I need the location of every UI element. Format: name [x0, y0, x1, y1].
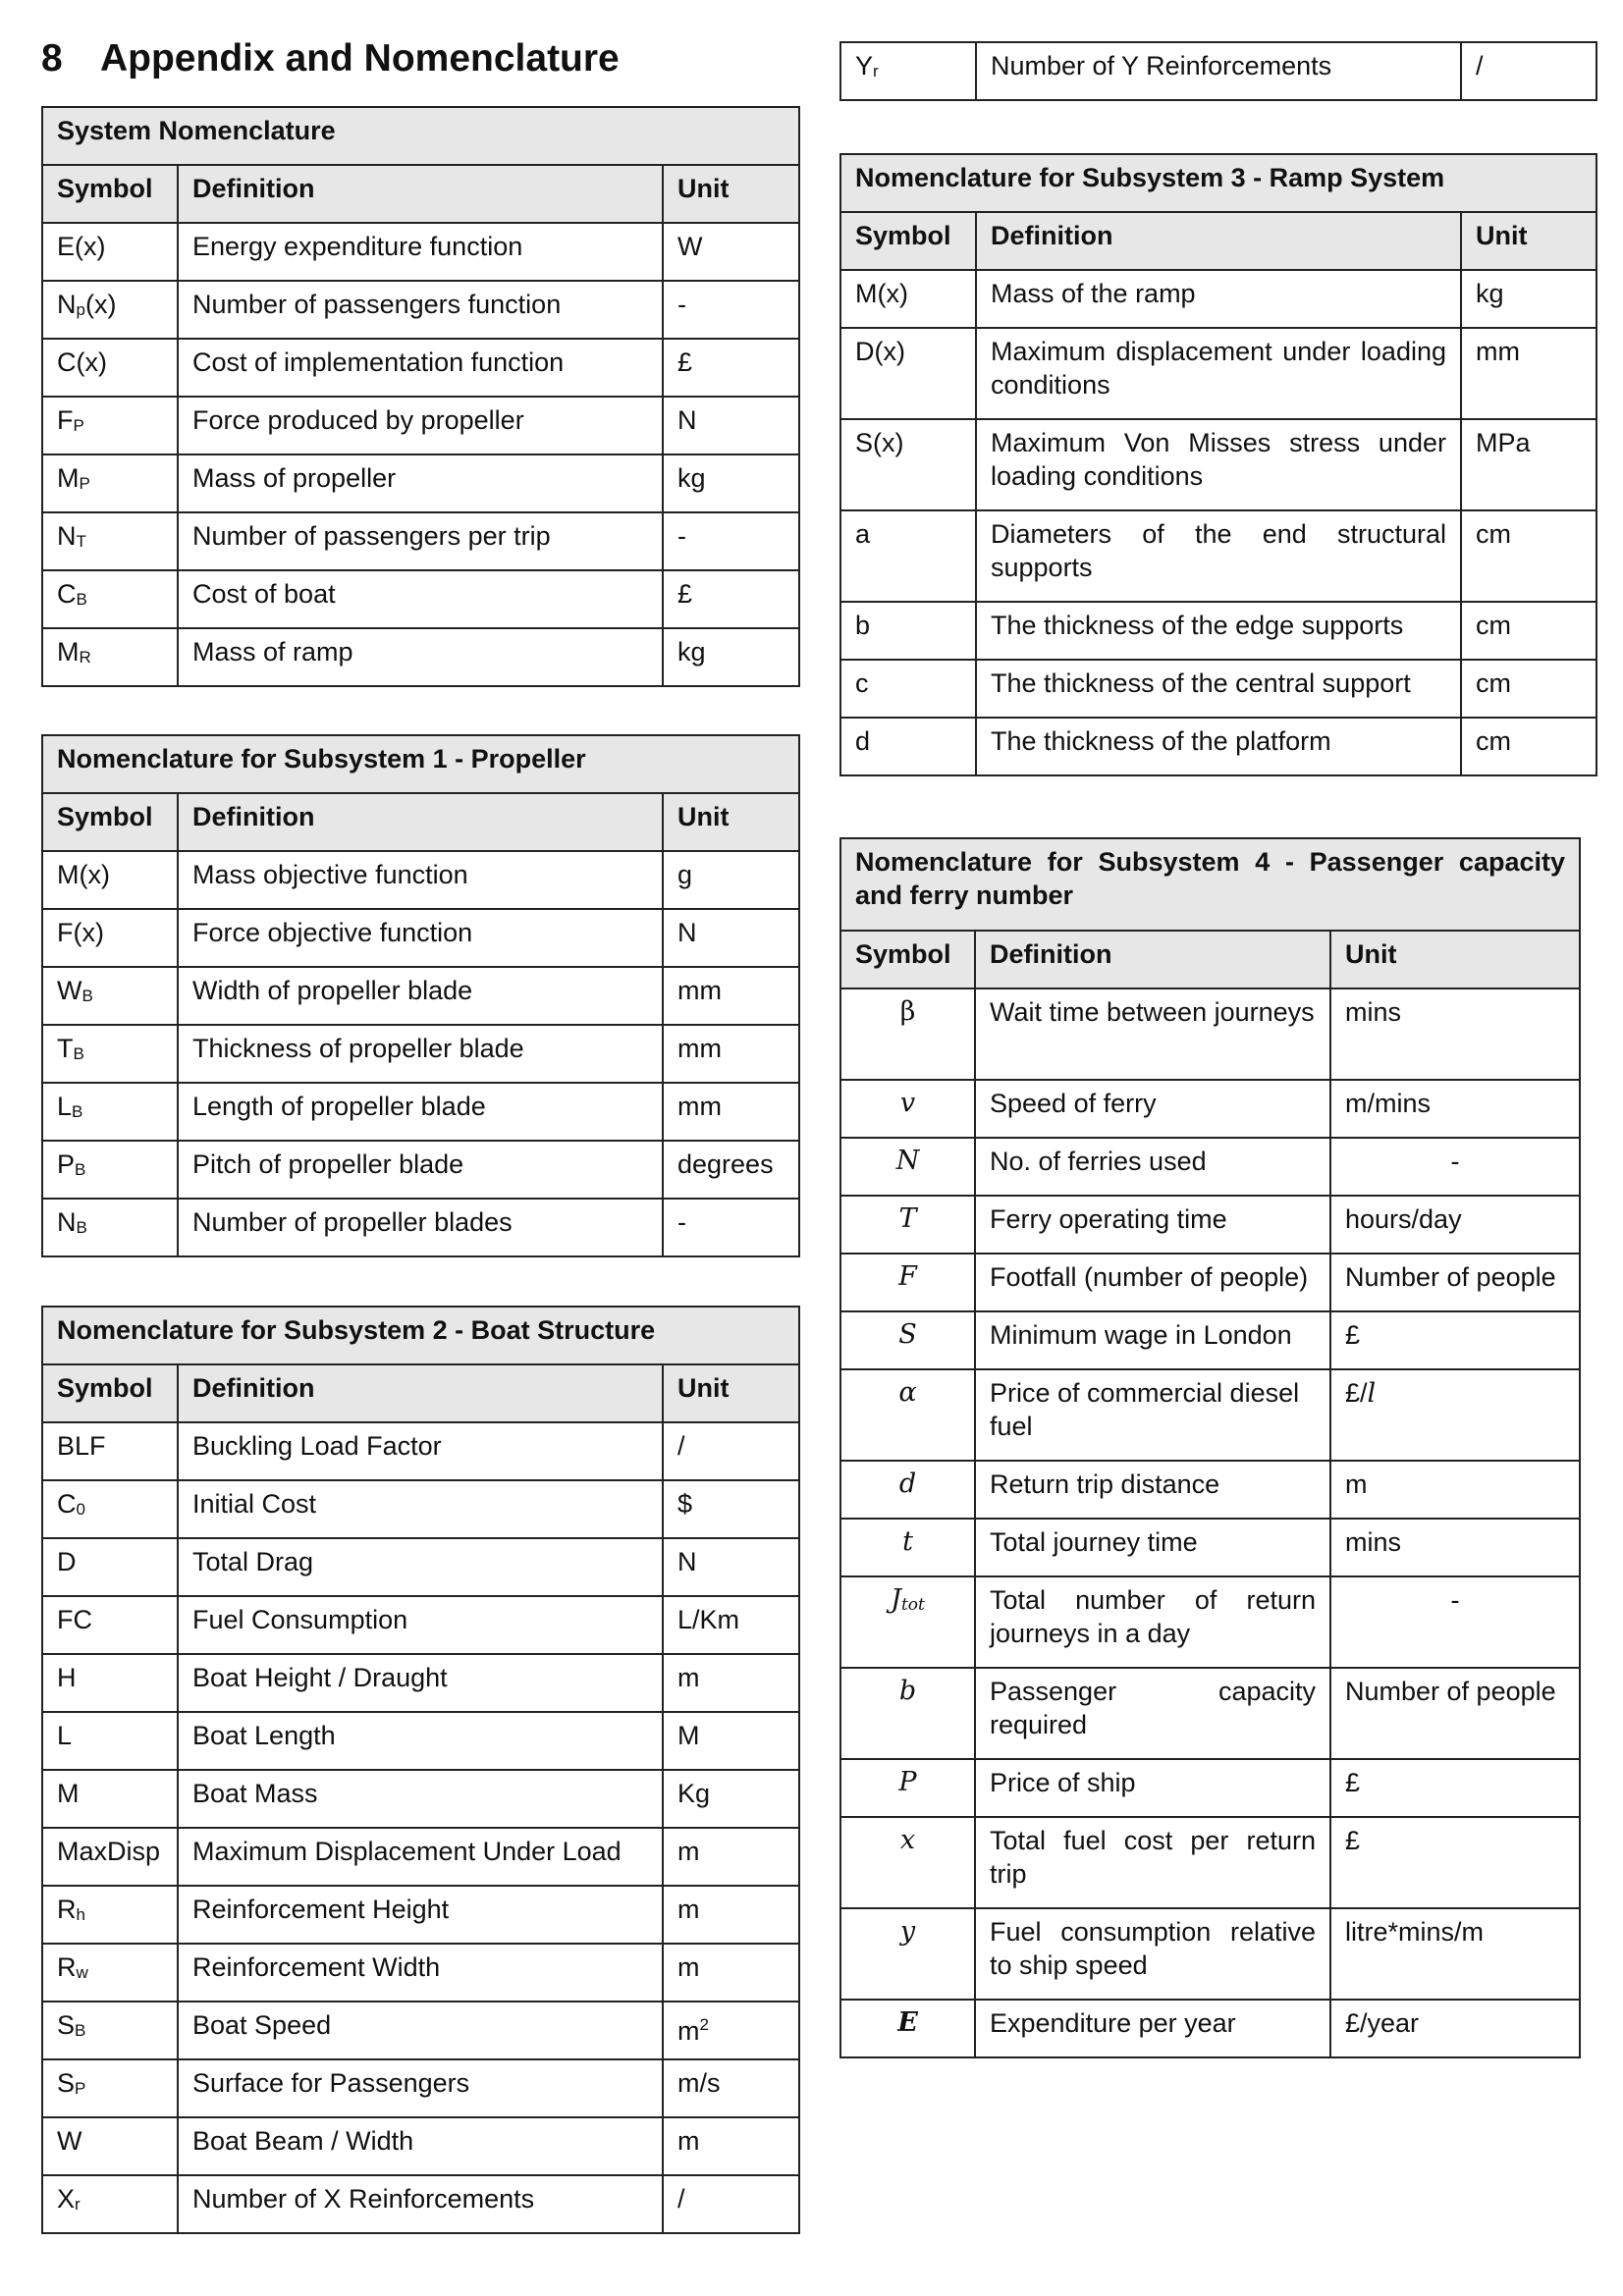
- definition-cell: Mass of the ramp: [976, 270, 1461, 328]
- table-row: [840, 1759, 1580, 1817]
- definition-cell: Maximum Von Misses stress under loading conditions: [976, 419, 1461, 510]
- section-title: Appendix and Nomenclature: [100, 37, 620, 80]
- symbol-cell: S(x): [840, 419, 976, 510]
- definition-cell: Mass of ramp: [178, 628, 663, 686]
- definition-cell: The thickness of the central support: [976, 660, 1461, 718]
- unit-cell: m: [663, 1828, 799, 1886]
- definition-cell: Number of X Reinforcements: [178, 2175, 663, 2233]
- unit-cell: Number of people: [1330, 1254, 1580, 1311]
- definition-cell: Mass of propeller: [178, 454, 663, 512]
- table-row: [42, 2117, 799, 2175]
- unit-cell: m/mins: [1330, 1080, 1580, 1138]
- unit-cell: Number of people: [1330, 1668, 1580, 1759]
- table-row: [42, 454, 799, 512]
- symbol-cell: $N_B$: [42, 1199, 178, 1256]
- table-row: [840, 1369, 1580, 1461]
- header-unit: Unit: [663, 165, 799, 223]
- symbol-cell: $W_B$: [42, 967, 178, 1025]
- table-row: [840, 1461, 1580, 1519]
- symbol-cell: T: [840, 1196, 975, 1254]
- symbol-cell: x: [840, 1817, 975, 1908]
- unit-cell: /: [663, 2175, 799, 2233]
- symbol-cell: b: [840, 602, 976, 660]
- unit-cell: mins: [1330, 1519, 1580, 1576]
- definition-cell: Number of passengers per trip: [178, 512, 663, 570]
- table-row: [42, 2059, 799, 2117]
- header-unit: Unit: [663, 1364, 799, 1422]
- symbol-cell: $Y_r$: [840, 42, 976, 100]
- definition-cell: Reinforcement Width: [178, 1944, 663, 2002]
- table-row: [42, 339, 799, 397]
- symbol-cell: H: [42, 1654, 178, 1712]
- symbol-cell: $M_P$: [42, 454, 178, 512]
- table-row: [42, 909, 799, 967]
- symbol-cell: $S_P$: [42, 2059, 178, 2117]
- unit-cell: /: [663, 1422, 799, 1480]
- unit-cell: £: [1330, 1817, 1580, 1908]
- table-row: [42, 1025, 799, 1083]
- unit-cell: degrees: [663, 1141, 799, 1199]
- table-row: [42, 1886, 799, 1944]
- table-row: [840, 1311, 1580, 1369]
- definition-cell: No. of ferries used: [975, 1138, 1330, 1196]
- definition-cell: Total fuel cost per return trip: [975, 1817, 1330, 1908]
- unit-cell: mins: [1330, 988, 1580, 1080]
- table-row: [42, 628, 799, 686]
- definition-cell: Fuel consumption relative to ship speed: [975, 1908, 1330, 2000]
- definition-cell: Width of propeller blade: [178, 967, 663, 1025]
- table-row: [42, 1944, 799, 2002]
- table-row: [42, 1538, 799, 1596]
- definition-cell: Boat Height / Draught: [178, 1654, 663, 1712]
- unit-cell: -: [1330, 1576, 1580, 1668]
- definition-cell: Speed of ferry: [975, 1080, 1330, 1138]
- table-row: [42, 967, 799, 1025]
- symbol-cell: b: [840, 1668, 975, 1759]
- definition-cell: Cost of boat: [178, 570, 663, 628]
- header-symbol: Symbol: [840, 212, 976, 270]
- symbol-cell: E(x): [42, 223, 178, 281]
- unit-cell: m: [663, 2117, 799, 2175]
- definition-cell: Energy expenditure function: [178, 223, 663, 281]
- unit-cell: MPa: [1461, 419, 1596, 510]
- unit-cell: -: [663, 281, 799, 339]
- definition-cell: Return trip distance: [975, 1461, 1330, 1519]
- definition-cell: Passenger capacity required: [975, 1668, 1330, 1759]
- table-row: [840, 1519, 1580, 1576]
- definition-cell: Boat Beam / Width: [178, 2117, 663, 2175]
- unit-cell: hours/day: [1330, 1196, 1580, 1254]
- symbol-cell: M(x): [840, 270, 976, 328]
- unit-cell: cm: [1461, 602, 1596, 660]
- unit-cell: $: [663, 1480, 799, 1538]
- table-row: [42, 1712, 799, 1770]
- table-row: [42, 1083, 799, 1141]
- definition-cell: Thickness of propeller blade: [178, 1025, 663, 1083]
- symbol-cell: F(x): [42, 909, 178, 967]
- unit-cell: Kg: [663, 1770, 799, 1828]
- unit-cell: L/Km: [663, 1596, 799, 1654]
- table-row: [840, 2000, 1580, 2057]
- table-row: [42, 1199, 799, 1256]
- table-row: [840, 510, 1596, 602]
- symbol-cell: W: [42, 2117, 178, 2175]
- table-row: [840, 328, 1596, 419]
- definition-cell: Boat Speed: [178, 2002, 663, 2059]
- table-row: [840, 419, 1596, 510]
- definition-cell: The thickness of the edge supports: [976, 602, 1461, 660]
- table-row: [840, 988, 1580, 1080]
- definition-cell: Maximum Displacement Under Load: [178, 1828, 663, 1886]
- header-definition: Definition: [178, 793, 663, 851]
- definition-cell: Surface for Passengers: [178, 2059, 663, 2117]
- header-definition: Definition: [178, 165, 663, 223]
- symbol-cell: $C_B$: [42, 570, 178, 628]
- definition-cell: Cost of implementation function: [178, 339, 663, 397]
- definition-cell: Expenditure per year: [975, 2000, 1330, 2057]
- table-row: [42, 223, 799, 281]
- definition-cell: Force produced by propeller: [178, 397, 663, 454]
- symbol-cell: v: [840, 1080, 975, 1138]
- table-row: [42, 1654, 799, 1712]
- symbol-cell: d: [840, 718, 976, 775]
- table-caption: Nomenclature for Subsystem 1 - Propeller: [42, 735, 799, 793]
- symbol-cell: F: [840, 1254, 975, 1311]
- definition-cell: Diameters of the end structural supports: [976, 510, 1461, 602]
- unit-cell: W: [663, 223, 799, 281]
- subsystem2-table: [41, 1306, 800, 2234]
- unit-cell: mm: [1461, 328, 1596, 419]
- header-symbol: Symbol: [42, 1364, 178, 1422]
- table-row: [840, 660, 1596, 718]
- unit-cell: /: [1461, 42, 1596, 100]
- table-row: [840, 1254, 1580, 1311]
- definition-cell: Number of propeller blades: [178, 1199, 663, 1256]
- unit-cell: kg: [663, 454, 799, 512]
- table-row: [42, 851, 799, 909]
- symbol-cell: $J_{tot}$: [840, 1576, 975, 1668]
- unit-cell: kg: [663, 628, 799, 686]
- table-row: [840, 270, 1596, 328]
- table-row: [840, 1138, 1580, 1196]
- header-symbol: Symbol: [42, 793, 178, 851]
- unit-cell: mm: [663, 967, 799, 1025]
- symbol-cell: $M_R$: [42, 628, 178, 686]
- header-symbol: Symbol: [840, 931, 975, 988]
- table-row: [840, 1668, 1580, 1759]
- symbol-cell: t: [840, 1519, 975, 1576]
- symbol-cell: D: [42, 1538, 178, 1596]
- definition-cell: Number of passengers function: [178, 281, 663, 339]
- unit-cell: litre*mins/m: [1330, 1908, 1580, 2000]
- table-caption: System Nomenclature: [42, 107, 799, 165]
- definition-cell: The thickness of the platform: [976, 718, 1461, 775]
- table-row: [42, 1770, 799, 1828]
- definition-cell: Total number of return journeys in a day: [975, 1576, 1330, 1668]
- definition-cell: Footfall (number of people): [975, 1254, 1330, 1311]
- unit-cell: g: [663, 851, 799, 909]
- unit-cell: $m^2$: [663, 2002, 799, 2059]
- symbol-cell: $X_r$: [42, 2175, 178, 2233]
- symbol-cell: C(x): [42, 339, 178, 397]
- unit-cell: £: [1330, 1311, 1580, 1369]
- table-caption: Nomenclature for Subsystem 2 - Boat Structure: [42, 1307, 799, 1364]
- symbol-cell: D(x): [840, 328, 976, 419]
- definition-cell: Maximum displacement under loading conditions: [976, 328, 1461, 419]
- header-symbol: Symbol: [42, 165, 178, 223]
- definition-cell: Pitch of propeller blade: [178, 1141, 663, 1199]
- symbol-cell: $P_B$: [42, 1141, 178, 1199]
- unit-cell: N: [663, 909, 799, 967]
- definition-cell: Boat Length: [178, 1712, 663, 1770]
- definition-cell: Force objective function: [178, 909, 663, 967]
- symbol-cell: S: [840, 1311, 975, 1369]
- unit-cell: -: [663, 1199, 799, 1256]
- unit-cell: m: [663, 1654, 799, 1712]
- table-row: [42, 397, 799, 454]
- symbol-cell: M(x): [42, 851, 178, 909]
- table-row: [840, 42, 1596, 100]
- table-row: [42, 2002, 799, 2059]
- table-row: [42, 570, 799, 628]
- unit-cell: cm: [1461, 660, 1596, 718]
- unit-cell: cm: [1461, 510, 1596, 602]
- symbol-cell: $R_h$: [42, 1886, 178, 1944]
- table-row: [840, 1080, 1580, 1138]
- symbol-cell: y: [840, 1908, 975, 2000]
- unit-cell: kg: [1461, 270, 1596, 328]
- unit-cell: N: [663, 1538, 799, 1596]
- system-nomenclature-table: [41, 106, 800, 687]
- unit-cell: m: [1330, 1461, 1580, 1519]
- unit-cell: M: [663, 1712, 799, 1770]
- table-caption: Nomenclature for Subsystem 4 - Passenger capacity and ferry number: [840, 838, 1580, 931]
- unit-cell: N: [663, 397, 799, 454]
- definition-cell: Boat Mass: [178, 1770, 663, 1828]
- subsystem4-table: [839, 837, 1581, 2058]
- header-definition: Definition: [976, 212, 1461, 270]
- header-definition: Definition: [178, 1364, 663, 1422]
- symbol-cell: $R_w$: [42, 1944, 178, 2002]
- symbol-cell: a: [840, 510, 976, 602]
- table-row: [840, 1196, 1580, 1254]
- table-row: [42, 1596, 799, 1654]
- section-number: 8: [41, 37, 63, 80]
- table-row: [840, 602, 1596, 660]
- symbol-cell: $N_T$: [42, 512, 178, 570]
- definition-cell: Wait time between journeys: [975, 988, 1330, 1080]
- symbol-cell: $L_B$: [42, 1083, 178, 1141]
- symbol-cell: N: [840, 1138, 975, 1196]
- definition-cell: Initial Cost: [178, 1480, 663, 1538]
- table-row: [840, 718, 1596, 775]
- definition-cell: Total Drag: [178, 1538, 663, 1596]
- unit-cell: £/l: [1330, 1369, 1580, 1461]
- section-heading: [41, 37, 620, 80]
- definition-cell: Length of propeller blade: [178, 1083, 663, 1141]
- unit-cell: £: [663, 570, 799, 628]
- unit-cell: mm: [663, 1083, 799, 1141]
- table-row: [840, 1817, 1580, 1908]
- symbol-cell: β: [840, 988, 975, 1080]
- unit-cell: m: [663, 1944, 799, 2002]
- unit-cell: mm: [663, 1025, 799, 1083]
- symbol-cell: $C_0$: [42, 1480, 178, 1538]
- symbol-cell: M: [42, 1770, 178, 1828]
- table-row: [42, 1828, 799, 1886]
- definition-cell: Total journey time: [975, 1519, 1330, 1576]
- symbol-cell: $N_p(x)$: [42, 281, 178, 339]
- definition-cell: Mass objective function: [178, 851, 663, 909]
- definition-cell: Price of ship: [975, 1759, 1330, 1817]
- unit-cell: m: [663, 1886, 799, 1944]
- symbol-cell: c: [840, 660, 976, 718]
- unit-cell: m/s: [663, 2059, 799, 2117]
- symbol-cell: d: [840, 1461, 975, 1519]
- table-row: [42, 1141, 799, 1199]
- table-caption: Nomenclature for Subsystem 3 - Ramp System: [840, 154, 1596, 212]
- subsystem2-continued-table: [839, 41, 1597, 101]
- symbol-cell: P: [840, 1759, 975, 1817]
- table-row: [840, 1908, 1580, 2000]
- header-unit: Unit: [1330, 931, 1580, 988]
- table-row: [42, 2175, 799, 2233]
- definition-cell: Price of commercial diesel fuel: [975, 1369, 1330, 1461]
- symbol-cell: $S_B$: [42, 2002, 178, 2059]
- symbol-cell: MaxDisp: [42, 1828, 178, 1886]
- symbol-cell: $T_B$: [42, 1025, 178, 1083]
- definition-cell: Minimum wage in London: [975, 1311, 1330, 1369]
- symbol-cell: $F_P$: [42, 397, 178, 454]
- unit-cell: -: [1330, 1138, 1580, 1196]
- table-row: [840, 1576, 1580, 1668]
- header-unit: Unit: [1461, 212, 1596, 270]
- header-definition: Definition: [975, 931, 1330, 988]
- symbol-cell: BLF: [42, 1422, 178, 1480]
- definition-cell: Ferry operating time: [975, 1196, 1330, 1254]
- subsystem1-table: [41, 734, 800, 1257]
- symbol-cell: E: [840, 2000, 975, 2057]
- definition-cell: Number of Y Reinforcements: [976, 42, 1461, 100]
- subsystem3-table: [839, 153, 1597, 776]
- unit-cell: £/year: [1330, 2000, 1580, 2057]
- symbol-cell: α: [840, 1369, 975, 1461]
- unit-cell: cm: [1461, 718, 1596, 775]
- definition-cell: Buckling Load Factor: [178, 1422, 663, 1480]
- symbol-cell: FC: [42, 1596, 178, 1654]
- unit-cell: £: [663, 339, 799, 397]
- table-row: [42, 1480, 799, 1538]
- table-row: [42, 281, 799, 339]
- unit-cell: -: [663, 512, 799, 570]
- table-row: [42, 512, 799, 570]
- table-row: [42, 1422, 799, 1480]
- definition-cell: Reinforcement Height: [178, 1886, 663, 1944]
- symbol-cell: L: [42, 1712, 178, 1770]
- unit-cell: £: [1330, 1759, 1580, 1817]
- header-unit: Unit: [663, 793, 799, 851]
- definition-cell: Fuel Consumption: [178, 1596, 663, 1654]
